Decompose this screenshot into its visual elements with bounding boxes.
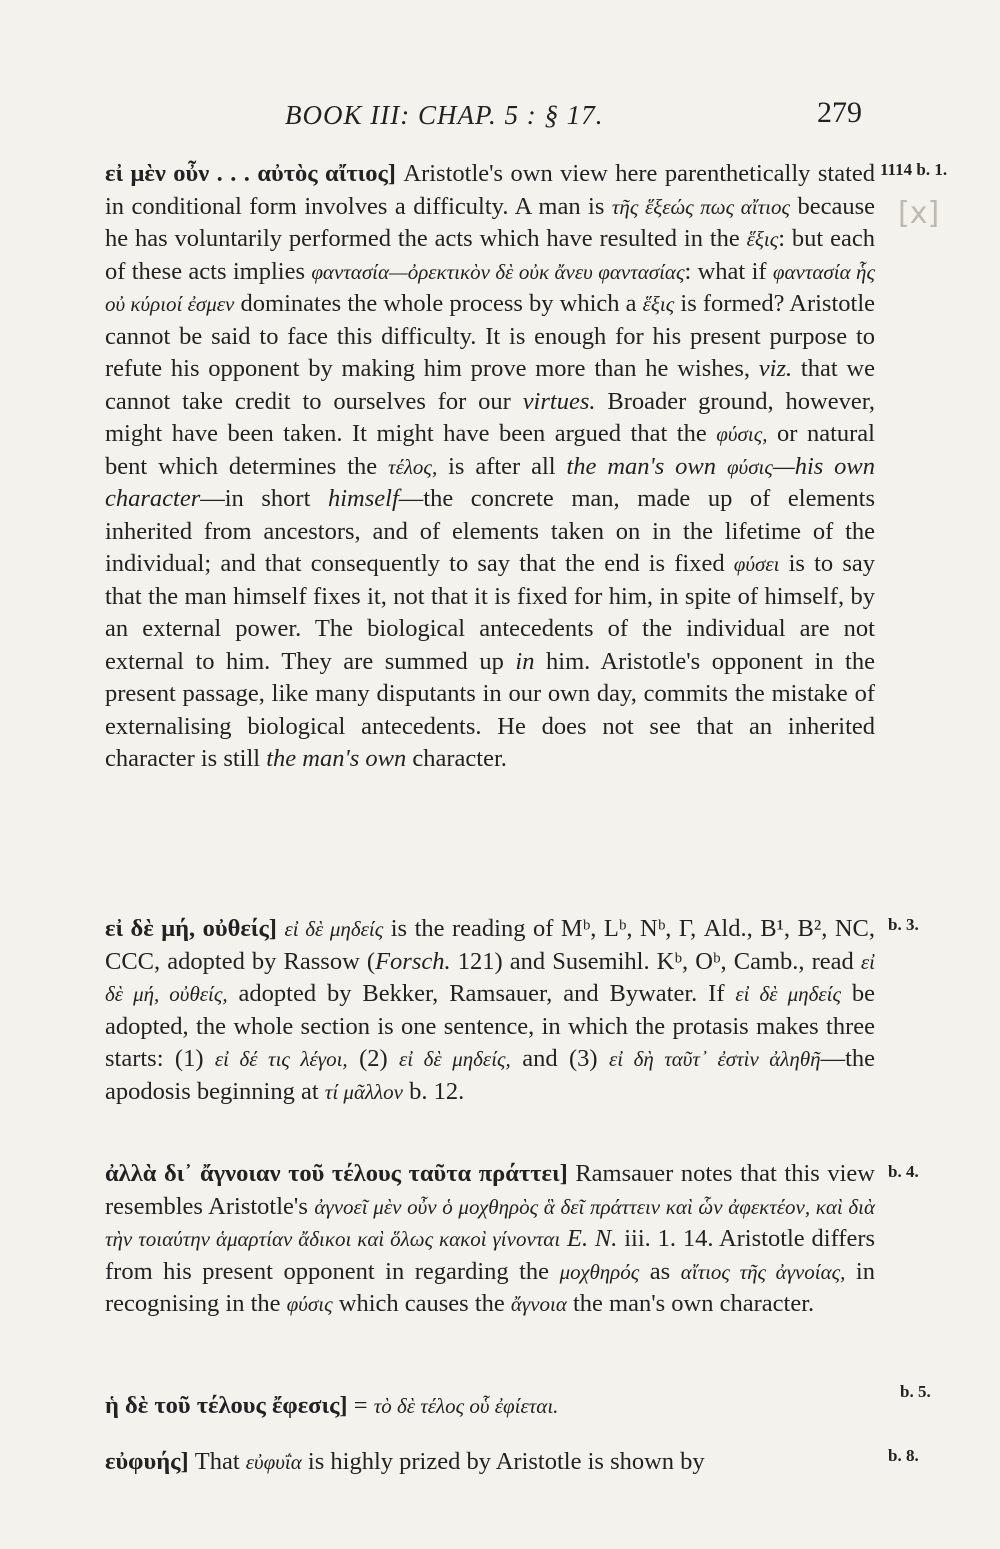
greek-text: φύσις, [716,422,768,446]
greek-text: εἰ δὲ μηδείς [735,982,841,1006]
text [716,453,727,480]
greek-text: ἀγνοεῖ μὲν οὖν ὁ μοχθηρὸς ἃ δεῖ πράττειν καὶ ὧν ἀφεκτέον, καὶ διὰ τὴν τοιαύτην ἁμαρτίαν ἄδικοι καὶ ὅλως κακοὶ γίνονται [105,1194,875,1251]
text: him. Aristotle's opponent in the present passage, like many disputants in our own day, commits the mistake of externalising biological antecedents. He does not see that an inherited character is still [105,647,875,772]
greek-text: φύσις [286,1292,333,1316]
text: : but each of these acts implies [105,225,875,285]
greek-text: φύσις [726,454,773,479]
text: Ramsauer notes that this view resembles Aristotle's [105,1160,875,1220]
text: is the reading of Mᵇ, Lᵇ, Nᵇ, Γ, Ald., B¹, B², NC, CCC, adopted by Rassow ( [105,915,876,975]
text: iii. 1. 14. Aristotle differs from his present opponent in regarding the [105,1225,876,1285]
text: which causes the [332,1290,511,1317]
greek-text: εἰ δέ τις λέγοι, [214,1047,348,1071]
greek-text: εἰ δὲ μή, οὐθείς, [105,949,875,1006]
text: is formed? Aristotle cannot be said to face this difficulty. It is enough for his present purpose to refute his opponent by making him prove more than he wishes, [105,290,876,382]
lemma: εὐφυής] [105,1448,189,1475]
margin-ref-4: b. 5. [900,1382,931,1401]
text: and (3) [510,1045,609,1072]
lemma: εἰ δὲ μή, οὐθείς] [105,915,277,942]
text: 121) and Susemihl. Kᵇ, Oᵇ, Camb., read [450,947,861,975]
commentary-entry-3 [105,1158,875,1321]
text: b. 12. [402,1077,465,1105]
text: —the concrete man, made up of elements inherited from ancestors, and of elements taken on in the lifetime of the individual; and that consequently to say that the end is fixed [105,485,875,577]
greek-text: εἰ δὲ μηδείς [284,917,384,941]
text: that we cannot take credit to ourselves for our [105,355,875,415]
italic-text: —his own character [105,452,876,512]
greek-text: αἴτιος τῆς ἀγνοίας, [680,1259,846,1284]
italic-text: the man's own [566,452,717,480]
italic-text: himself [327,485,399,512]
italic-text: in [515,647,535,675]
greek-text: τέλος, [388,454,438,479]
greek-text: ἕξις [642,292,675,316]
greek-text: τί μᾶλλον [324,1079,403,1104]
text: = [347,1392,374,1419]
text: is to say that the man himself fixes it, not that it is fixed for him, in spite of himself, by an external power. The biological antecedents of the individual are not external to him. They are summed up [105,550,876,675]
pencil-annotation: [x] [898,196,940,231]
margin-ref-1: 1114 b. 1. [880,160,948,179]
commentary-entry-4 [105,1390,875,1423]
text: —the apodosis beginning at [105,1045,875,1105]
italic-text: the man's own [266,745,407,772]
text: Broader ground, however, might have been taken. It might have been argued that the [105,387,875,447]
commentary-entry-2 [105,913,875,1108]
greek-text: φύσει [733,552,780,576]
running-head: BOOK III: CHAP. 5 : § 17. [285,100,604,130]
italic-text: Forsch. [375,947,451,975]
italic-text: E. N. [567,1225,618,1252]
commentary-entry-1 [105,158,875,776]
text: as [639,1257,681,1285]
text: because he has voluntarily performed the acts which have resulted in the [105,192,875,252]
text: : what if [684,257,773,285]
commentary-entry-5 [105,1446,875,1479]
text: adopted by Bekker, Ramsauer, and Bywater. If [227,980,736,1007]
italic-text: viz. [758,355,793,382]
margin-ref-5: b. 8. [888,1446,919,1465]
text: (2) [347,1045,400,1072]
text: the man's own character. [566,1290,815,1317]
greek-text: εἰ δὲ μηδείς, [399,1047,511,1071]
greek-text: φαντασία ἧς οὐ κύριοί ἐσμεν [105,259,875,316]
text: is after all [437,452,567,480]
text: —in short [200,485,328,512]
greek-text: εἰ δὴ ταῦτ᾽ ἐστὶν ἀληθῆ [608,1047,821,1071]
text [560,1225,567,1252]
text: or natural bent which determines the [105,420,875,480]
greek-text: τῆς ἕξεώς πως αἴτιος [611,194,790,219]
greek-text: μοχθηρός [559,1259,640,1284]
text: Aristotle's own view here parenthetically stated in conditional form involves a difficulty. A man is [105,160,876,220]
margin-ref-3: b. 4. [888,1162,919,1181]
lemma: ἀλλὰ δι᾽ ἄγνοιαν τοῦ τέλους ταῦτα πράττει] [105,1160,568,1187]
text: be adopted, the whole section is one sentence, in which the protasis makes three starts: (1) [105,980,875,1072]
greek-text: φαντασία—ὀρεκτικὸν δὲ οὐκ ἄνευ φαντασίας [311,259,685,284]
text: dominates the whole process by which a [234,290,643,317]
greek-text: ἄγνοια [510,1292,567,1316]
text: is highly prized by Aristotle is shown by [301,1448,705,1475]
lemma: ἡ δὲ τοῦ τέλους ἔφεσις] [105,1392,348,1419]
greek-text: τὸ δὲ τέλος οὗ ἐφίεται. [373,1394,559,1418]
lemma: εἰ μὲν οὖν . . . αὐτὸς αἴτιος] [105,160,396,187]
greek-text: εὐφυΐα [245,1450,302,1474]
page-header [285,96,885,140]
margin-ref-2: b. 3. [888,915,919,934]
page-number: 279 [817,96,862,129]
greek-text: ἕξις [746,227,779,251]
text: in recognising in the [105,1257,875,1317]
text: That [188,1448,246,1475]
text: character. [406,745,507,772]
italic-text: virtues. [522,387,596,415]
